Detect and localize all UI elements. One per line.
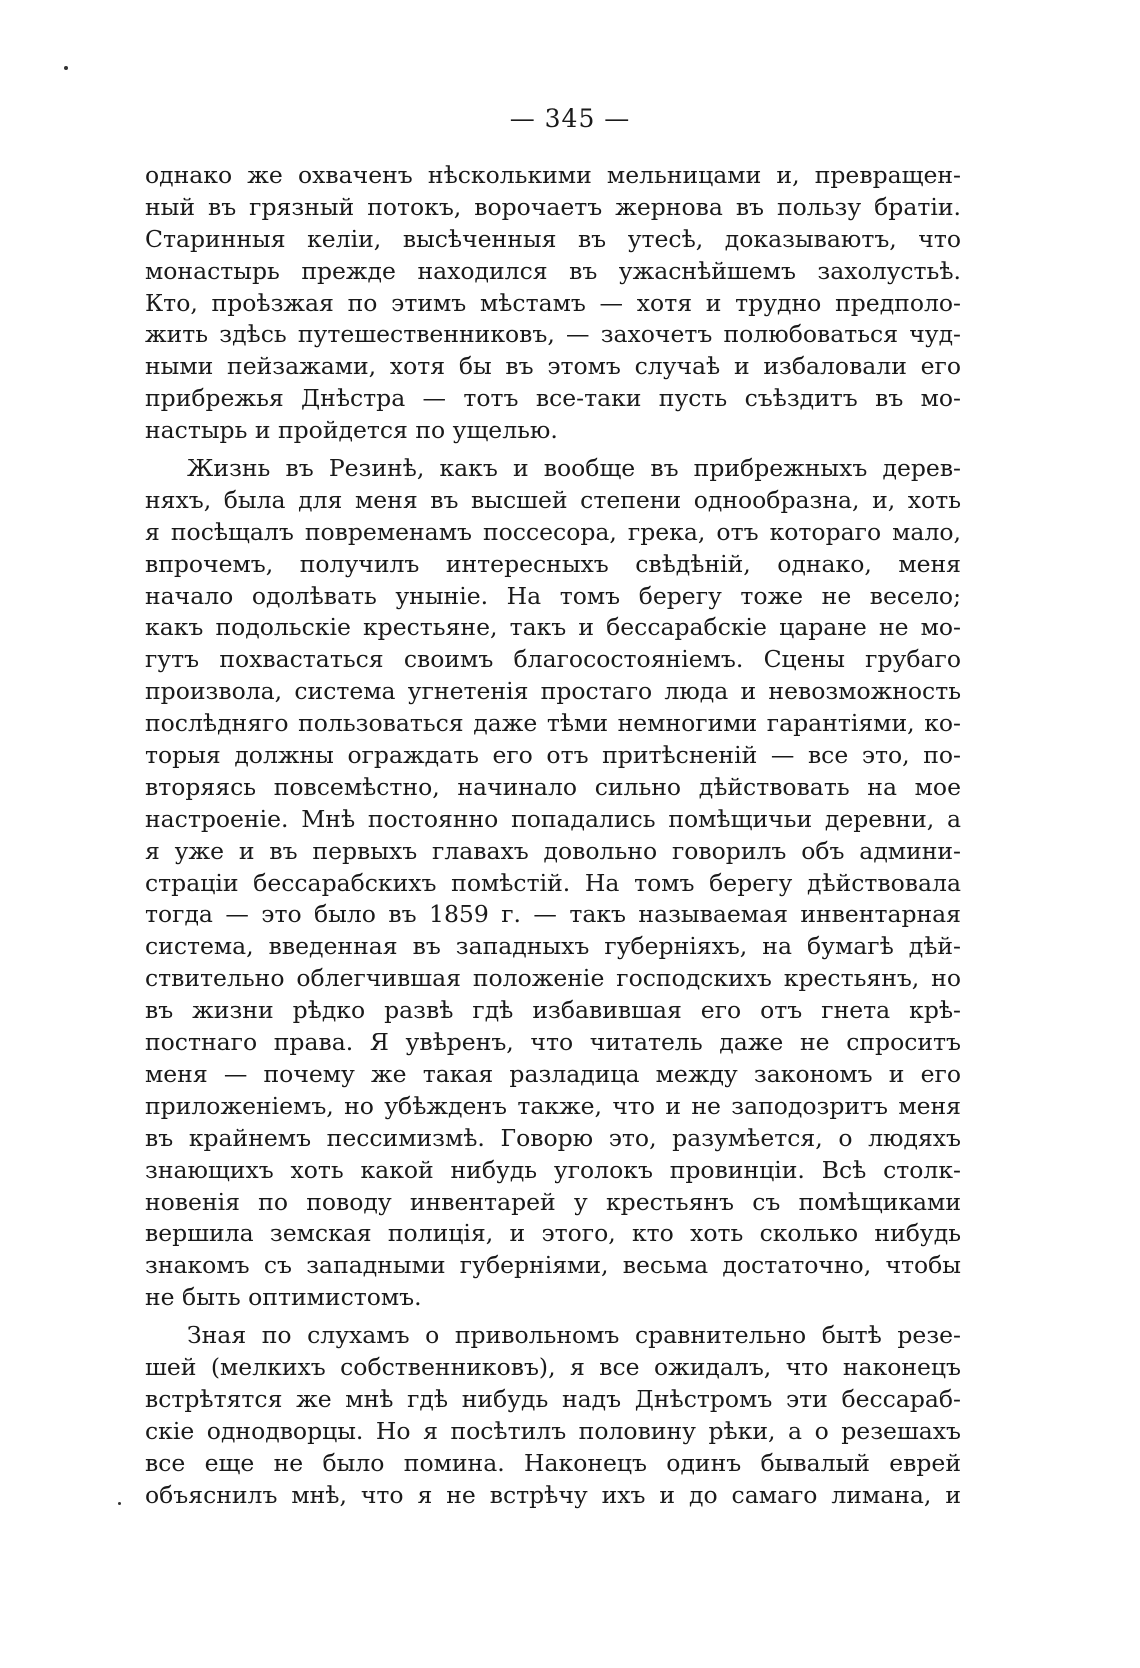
text-line: знакомъ съ западными губерніями, весьма достаточно, чтобы (145, 1251, 961, 1280)
text-line: монастырь прежде находился въ ужаснѣйшемъ захолустьѣ. (145, 256, 961, 285)
text-line: ный въ грязный потокъ, ворочаетъ жернова въ пользу братіи. (145, 192, 961, 221)
scan-speck (118, 1502, 121, 1505)
text-line: знающихъ хоть какой нибудь уголокъ провинціи. Всѣ столк- (145, 1155, 961, 1184)
text-line: новенія по поводу инвентарей у крестьянъ съ помѣщиками (145, 1187, 961, 1216)
page-number: — 345 — (509, 104, 631, 133)
text-line: няхъ, была для меня въ высшей степени однообразна, и, хоть (145, 485, 961, 514)
text-line: произвола, система угнетенія простаго люда и невозможность (145, 677, 961, 706)
text-line: меня — почему же такая разладица между закономъ и его (145, 1059, 961, 1088)
text-line: все еще не было помина. Наконецъ одинъ бывалый еврей (145, 1448, 961, 1477)
text-line: въ крайнемъ пессимизмѣ. Говорю это, разумѣется, о людяхъ (145, 1123, 961, 1152)
text-line: торыя должны ограждать его отъ притѣсненій — все это, по- (145, 741, 961, 770)
text-line: вторяясь повсемѣстно, начинало сильно дѣйствовать на мое (145, 772, 961, 801)
text-line: начало одолѣвать уныніе. На томъ берегу тоже не весело; (145, 581, 961, 610)
text-line: приложеніемъ, но убѣжденъ также, что и не заподозритъ меня (145, 1091, 961, 1120)
text-line: ствительно облегчившая положеніе господскихъ крестьянъ, но (145, 964, 961, 993)
text-line: тогда — это было въ 1859 г. — такъ называемая инвентарная (145, 900, 961, 929)
text-line: объяснилъ мнѣ, что я не встрѣчу ихъ и до самаго лимана, и (145, 1480, 961, 1509)
text-line: страціи бессарабскихъ помѣстій. На томъ берегу дѣйствовала (145, 868, 961, 897)
text-line: Зная по слухамъ о привольномъ сравнительно бытѣ резе- (187, 1321, 961, 1350)
text-line: Старинныя келіи, высѣченныя въ утесѣ, доказываютъ, что (145, 224, 961, 253)
text-line: однако же охваченъ нѣсколькими мельницами и, превращен- (145, 161, 961, 189)
text-line: вершила земская полиція, и этого, кто хоть сколько нибудь (145, 1219, 961, 1248)
text-line: встрѣтятся же мнѣ гдѣ нибудь надъ Днѣстромъ эти бессараб- (145, 1384, 961, 1413)
text-line: Кто, проѣзжая по этимъ мѣстамъ — хотя и трудно предполо- (145, 288, 961, 317)
text-line: я посѣщалъ повременамъ поссесора, грека, отъ котораго мало, (145, 517, 961, 546)
text-line: шей (мелкихъ собственниковъ), я все ожидалъ, что наконецъ (145, 1352, 961, 1381)
paragraph (145, 453, 961, 1314)
text-line: въ жизни рѣдко развѣ гдѣ избавившая его отъ гнета крѣ- (145, 996, 961, 1025)
text-line: прибрежья Днѣстра — тотъ все-таки пусть съѣздитъ въ мо- (145, 384, 961, 413)
text-line: скіе однодворцы. Но я посѣтилъ половину рѣки, а о резешахъ (145, 1416, 961, 1445)
text-line: ными пейзажами, хотя бы въ этомъ случаѣ и избаловали его (145, 352, 961, 381)
text-line: Жизнь въ Резинѣ, какъ и вообще въ прибрежныхъ дерев- (187, 454, 961, 483)
text-line: постнаго права. Я увѣренъ, что читатель даже не спроситъ (145, 1028, 961, 1057)
scan-speck (64, 66, 68, 70)
text-line: система, введенная въ западныхъ губерніяхъ, на бумагѣ дѣй- (145, 932, 961, 961)
body-text (145, 160, 961, 1511)
text-line: послѣдняго пользоваться даже тѣми немногими гарантіями, ко- (145, 709, 961, 738)
text-line: жить здѣсь путешественниковъ, — захочетъ полюбоваться чуд- (145, 320, 961, 349)
text-line: какъ подольскіе крестьяне, такъ и бессарабскіе царане не мо- (145, 613, 961, 642)
text-line: впрочемъ, получилъ интересныхъ свѣдѣній, однако, меня (145, 549, 961, 578)
text-line: я уже и въ первыхъ главахъ довольно говорилъ объ админи- (145, 836, 961, 865)
text-line: настырь и пройдется по ущелью. (145, 416, 558, 445)
paragraph (145, 160, 961, 447)
paragraph (145, 1320, 961, 1511)
text-line: гутъ похвастаться своимъ благосостояніемъ. Сцены грубаго (145, 645, 961, 674)
text-line: не быть оптимистомъ. (145, 1283, 422, 1312)
text-line: настроеніе. Мнѣ постоянно попадались помѣщичьи деревни, а (145, 804, 961, 833)
